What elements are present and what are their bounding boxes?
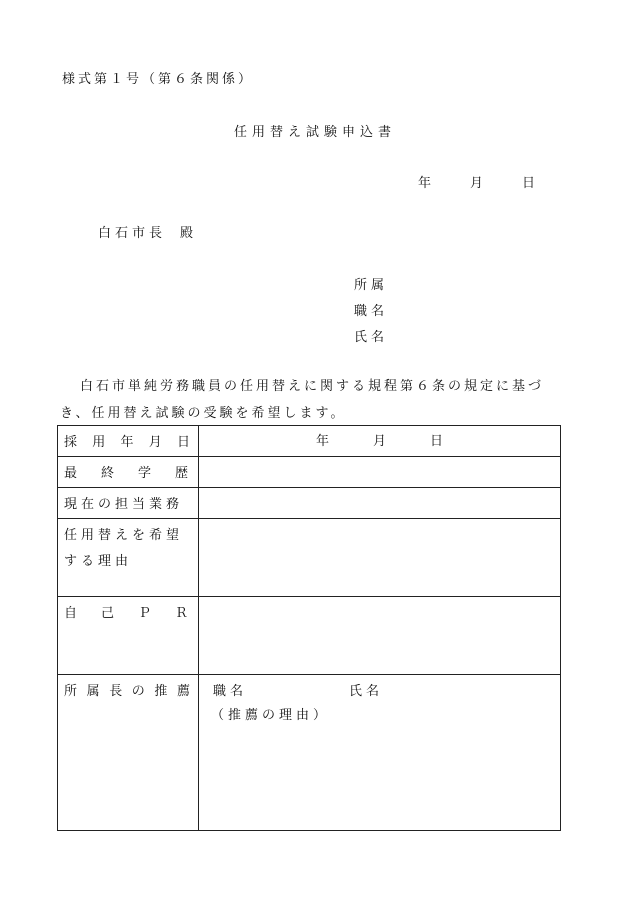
document-title: 任用替え試験申込書 [233, 125, 396, 140]
recommendation-reason-label: （推薦の理由） [211, 708, 331, 723]
hire-year-label: 年 [315, 434, 329, 449]
hire-month-label: 月 [372, 434, 386, 449]
row-hire-date [58, 426, 561, 457]
row-education [58, 457, 561, 488]
recommendation-label: 所 属 長 の 推 薦 [58, 675, 199, 831]
row-self-pr [58, 597, 561, 675]
hire-date-field[interactable] [199, 426, 561, 457]
form-number: 様式第１号（第６条関係） [62, 72, 255, 87]
reason-label: 任用替えを希望 する理由 [58, 519, 199, 597]
education-label: 最 終 学 歴 [58, 457, 199, 488]
row-recommendation [58, 675, 561, 831]
self-pr-label: 自 己 Ｐ Ｒ [58, 597, 199, 675]
date-year-label: 年 [418, 176, 435, 191]
current-duties-label: 現在の担当業務 [58, 488, 199, 519]
application-statement: 白石市単純労務職員の任用替えに関する規程第６条の規定に基づき、任用替え試験の受験を希望します。 [60, 379, 545, 421]
applicant-affiliation-label: 所属 [354, 278, 389, 293]
addressee-name: 白石市長 [98, 226, 167, 241]
date-month-label: 月 [470, 176, 487, 191]
recommender-position-label: 職名 [213, 684, 248, 699]
recommendation-field[interactable] [199, 675, 561, 831]
applicant-position-label: 職名 [354, 304, 389, 319]
reason-field[interactable] [199, 519, 561, 597]
current-duties-field[interactable] [199, 488, 561, 519]
addressee-honorific: 殿 [180, 226, 197, 241]
education-field[interactable] [199, 457, 561, 488]
applicant-name-label: 氏名 [354, 330, 389, 345]
row-reason [58, 519, 561, 597]
self-pr-field[interactable] [199, 597, 561, 675]
application-table [57, 425, 561, 831]
recommender-name-label: 氏名 [349, 684, 384, 699]
hire-day-label: 日 [430, 434, 444, 449]
row-current-duties [58, 488, 561, 519]
date-day-label: 日 [522, 176, 539, 191]
hire-date-label: 採 用 年 月 日 [58, 426, 199, 457]
